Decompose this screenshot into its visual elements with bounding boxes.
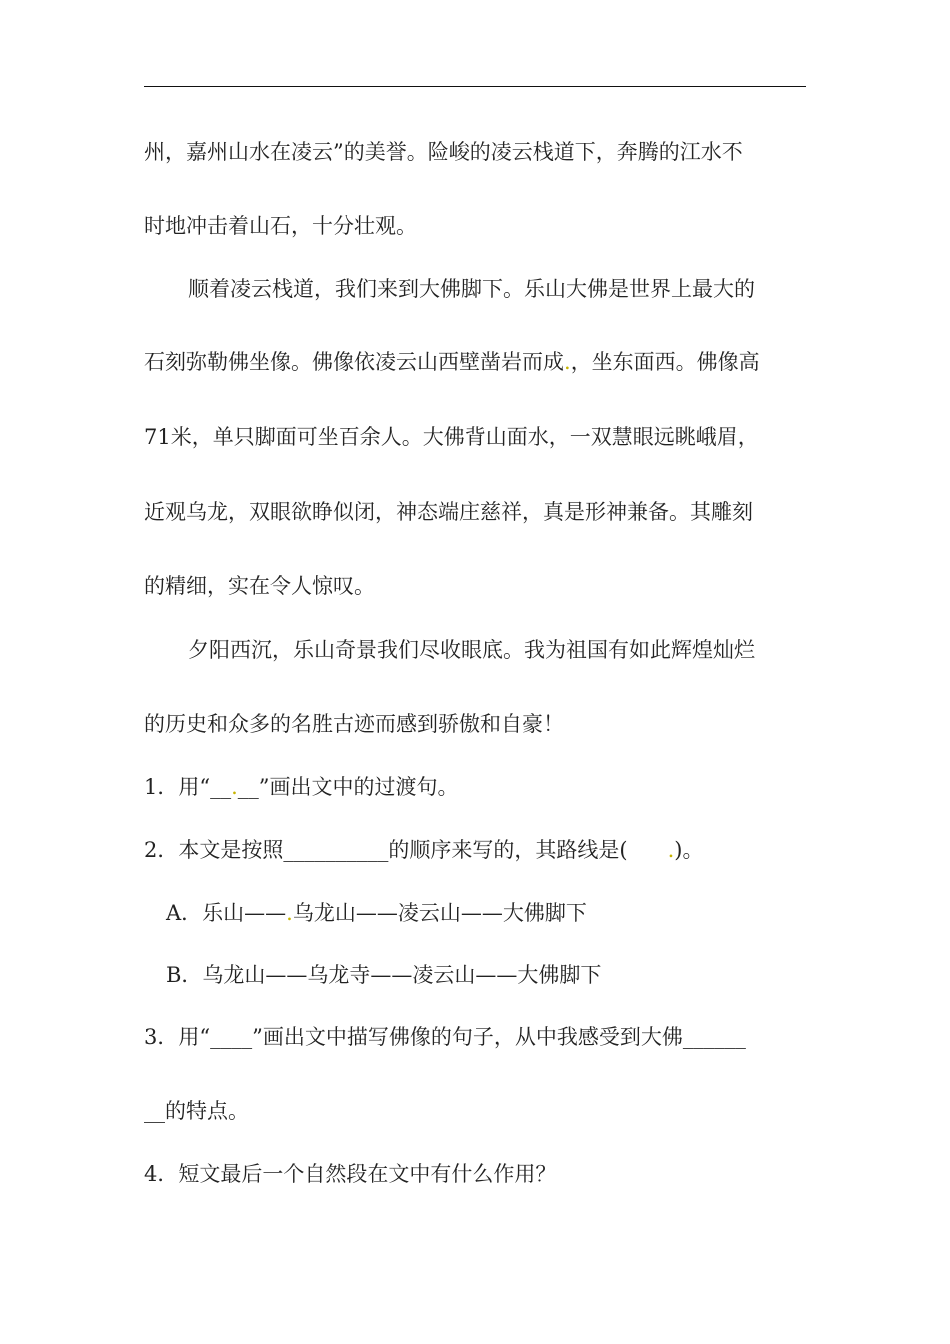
passage-line: 州，嘉州山水在凌云”的美誉。险峻的凌云栈道下，奔腾的江水不 xyxy=(144,140,743,164)
mark-dot: . xyxy=(667,838,675,862)
mark-dot: . xyxy=(286,901,293,925)
text-segment: A．乐山—— xyxy=(166,901,287,925)
question-4: 4．短文最后一个自然段在文中有什么作用？ xyxy=(144,1162,557,1186)
passage-line: 近观乌龙，双眼欲睁似闭，神态端庄慈祥，真是形神兼备。其雕刻 xyxy=(144,500,753,524)
option-a xyxy=(166,898,836,928)
passage-line xyxy=(144,347,814,377)
question-1 xyxy=(144,772,814,802)
text-segment: 2．本文是按照__________的顺序来写的，其路线是( xyxy=(144,838,628,862)
passage-line: 的历史和众多的名胜古迹而感到骄傲和自豪！ xyxy=(144,712,564,736)
question-3-cont: __的特点。 xyxy=(144,1099,249,1123)
passage-line: 顺着凌云栈道，我们来到大佛脚下。乐山大佛是世界上最大的 xyxy=(188,277,755,301)
passage-line: 夕阳西沉，乐山奇景我们尽收眼底。我为祖国有如此辉煌灿烂 xyxy=(188,638,755,662)
mark-dot: . xyxy=(231,775,238,799)
passage-line: 时地冲击着山石，十分壮观。 xyxy=(144,214,417,238)
header-rule xyxy=(144,86,806,87)
text-segment: ，坐东面西。佛像高 xyxy=(570,350,760,374)
text-segment: 乌龙山——凌云山——大佛脚下 xyxy=(292,901,587,925)
passage-line: 71米，单只脚面可坐百余人。大佛背山面水，一双慧眼远眺峨眉， xyxy=(144,425,759,449)
text-segment: 石刻弥勒佛坐像。佛像依凌云山西壁凿岩而成 xyxy=(144,350,564,374)
question-3: 3．用“____”画出文中描写佛像的句子，从中我感受到大佛______ xyxy=(144,1025,746,1049)
text-segment: __”画出文中的过渡句。 xyxy=(237,775,459,799)
option-b: B．乌龙山——乌龙寺——凌云山——大佛脚下 xyxy=(166,963,602,987)
question-2 xyxy=(144,835,814,865)
mark-dot: . xyxy=(564,350,571,374)
passage-line: 的精细，实在令人惊叹。 xyxy=(144,574,375,598)
text-segment: 1．用“__ xyxy=(144,775,232,799)
text-segment: )。 xyxy=(674,838,704,862)
